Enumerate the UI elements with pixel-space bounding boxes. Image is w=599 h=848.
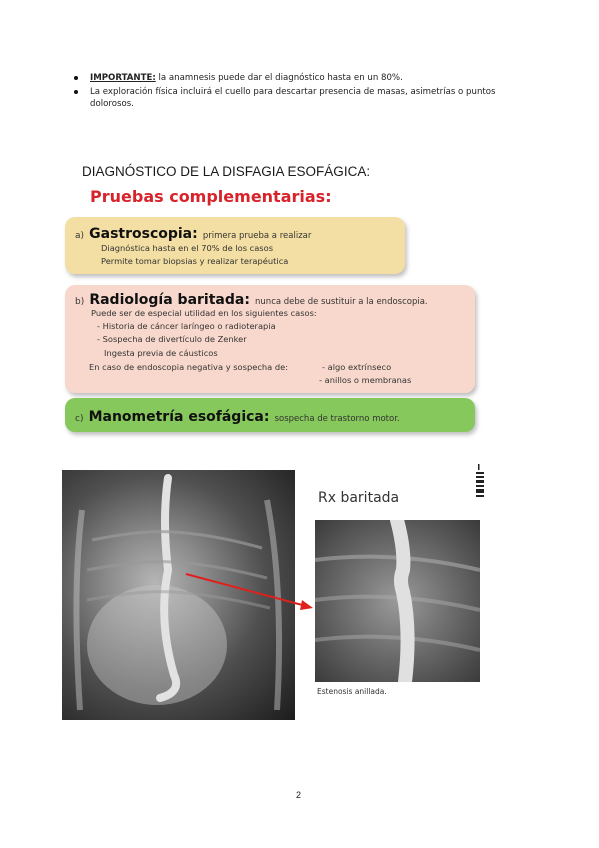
radiologia-line: Ingesta previa de cáusticos <box>104 348 218 358</box>
radiologia-line: - anillos o membranas <box>319 375 412 385</box>
radiologia-title-line <box>75 289 428 308</box>
intro-bullet-list <box>70 72 540 112</box>
item-letter: c) <box>75 414 84 424</box>
manometria-title: Manometría esofágica: <box>88 409 270 425</box>
radiologia-title: Radiología baritada: <box>89 292 250 308</box>
gastroscopia-box <box>65 217 405 274</box>
radiologia-line: - Sospecha de divertículo de Zenker <box>97 334 247 344</box>
item-letter: a) <box>75 231 85 241</box>
chest-xray-image <box>62 470 295 720</box>
bullet-dot-icon <box>74 90 78 94</box>
radiologia-desc: nunca debe de sustituir a la endoscopia. <box>255 297 428 307</box>
section-heading: DIAGNÓSTICO DE LA DISFAGIA ESOFÁGICA: <box>82 164 371 179</box>
radiologia-box <box>65 285 475 393</box>
item-letter: b) <box>75 297 85 307</box>
radiologia-line: - Historia de cáncer laríngeo o radioterapia <box>97 321 276 331</box>
bullet-text: La exploración física incluirá el cuello para descartar presencia de masas, asimetrías o puntos dolorosos. <box>90 87 496 109</box>
gastroscopia-line: Diagnóstica hasta en el 70% de los casos <box>101 243 274 253</box>
bullet-item-exploracion <box>70 86 540 110</box>
manometria-box <box>65 398 475 432</box>
page-number: 2 <box>296 790 302 800</box>
manometria-desc: sospecha de trastorno motor. <box>274 414 400 424</box>
gastroscopia-title: Gastroscopia: <box>89 226 198 242</box>
bullet-text: la anamnesis puede dar el diagnóstico hasta en un 80%. <box>155 73 403 83</box>
radiologia-line: - algo extrínseco <box>322 362 392 372</box>
watermark-logo-icon <box>472 462 486 500</box>
radiologia-line: En caso de endoscopia negativa y sospecha de: <box>89 362 289 372</box>
figure-title: Rx baritada <box>318 490 400 506</box>
gastroscopia-title-line <box>75 223 311 242</box>
chest-xray-drawing <box>62 470 295 720</box>
radiologia-line: Puede ser de especial utilidad en los siguientes casos: <box>91 308 317 318</box>
bullet-item-importante <box>70 72 540 84</box>
gastroscopia-desc: primera prueba a realizar <box>202 231 312 241</box>
zoomed-xray-drawing <box>315 520 480 682</box>
zoomed-xray-image <box>315 520 480 682</box>
pruebas-complementarias-title: Pruebas complementarias: <box>90 187 332 206</box>
importante-label: IMPORTANTE: <box>90 73 156 83</box>
gastroscopia-line: Permite tomar biopsias y realizar terapéutica <box>101 256 289 266</box>
bullet-dot-icon <box>74 76 78 80</box>
figure-caption: Estenosis anillada. <box>317 687 387 696</box>
manometria-title-line <box>75 406 400 425</box>
